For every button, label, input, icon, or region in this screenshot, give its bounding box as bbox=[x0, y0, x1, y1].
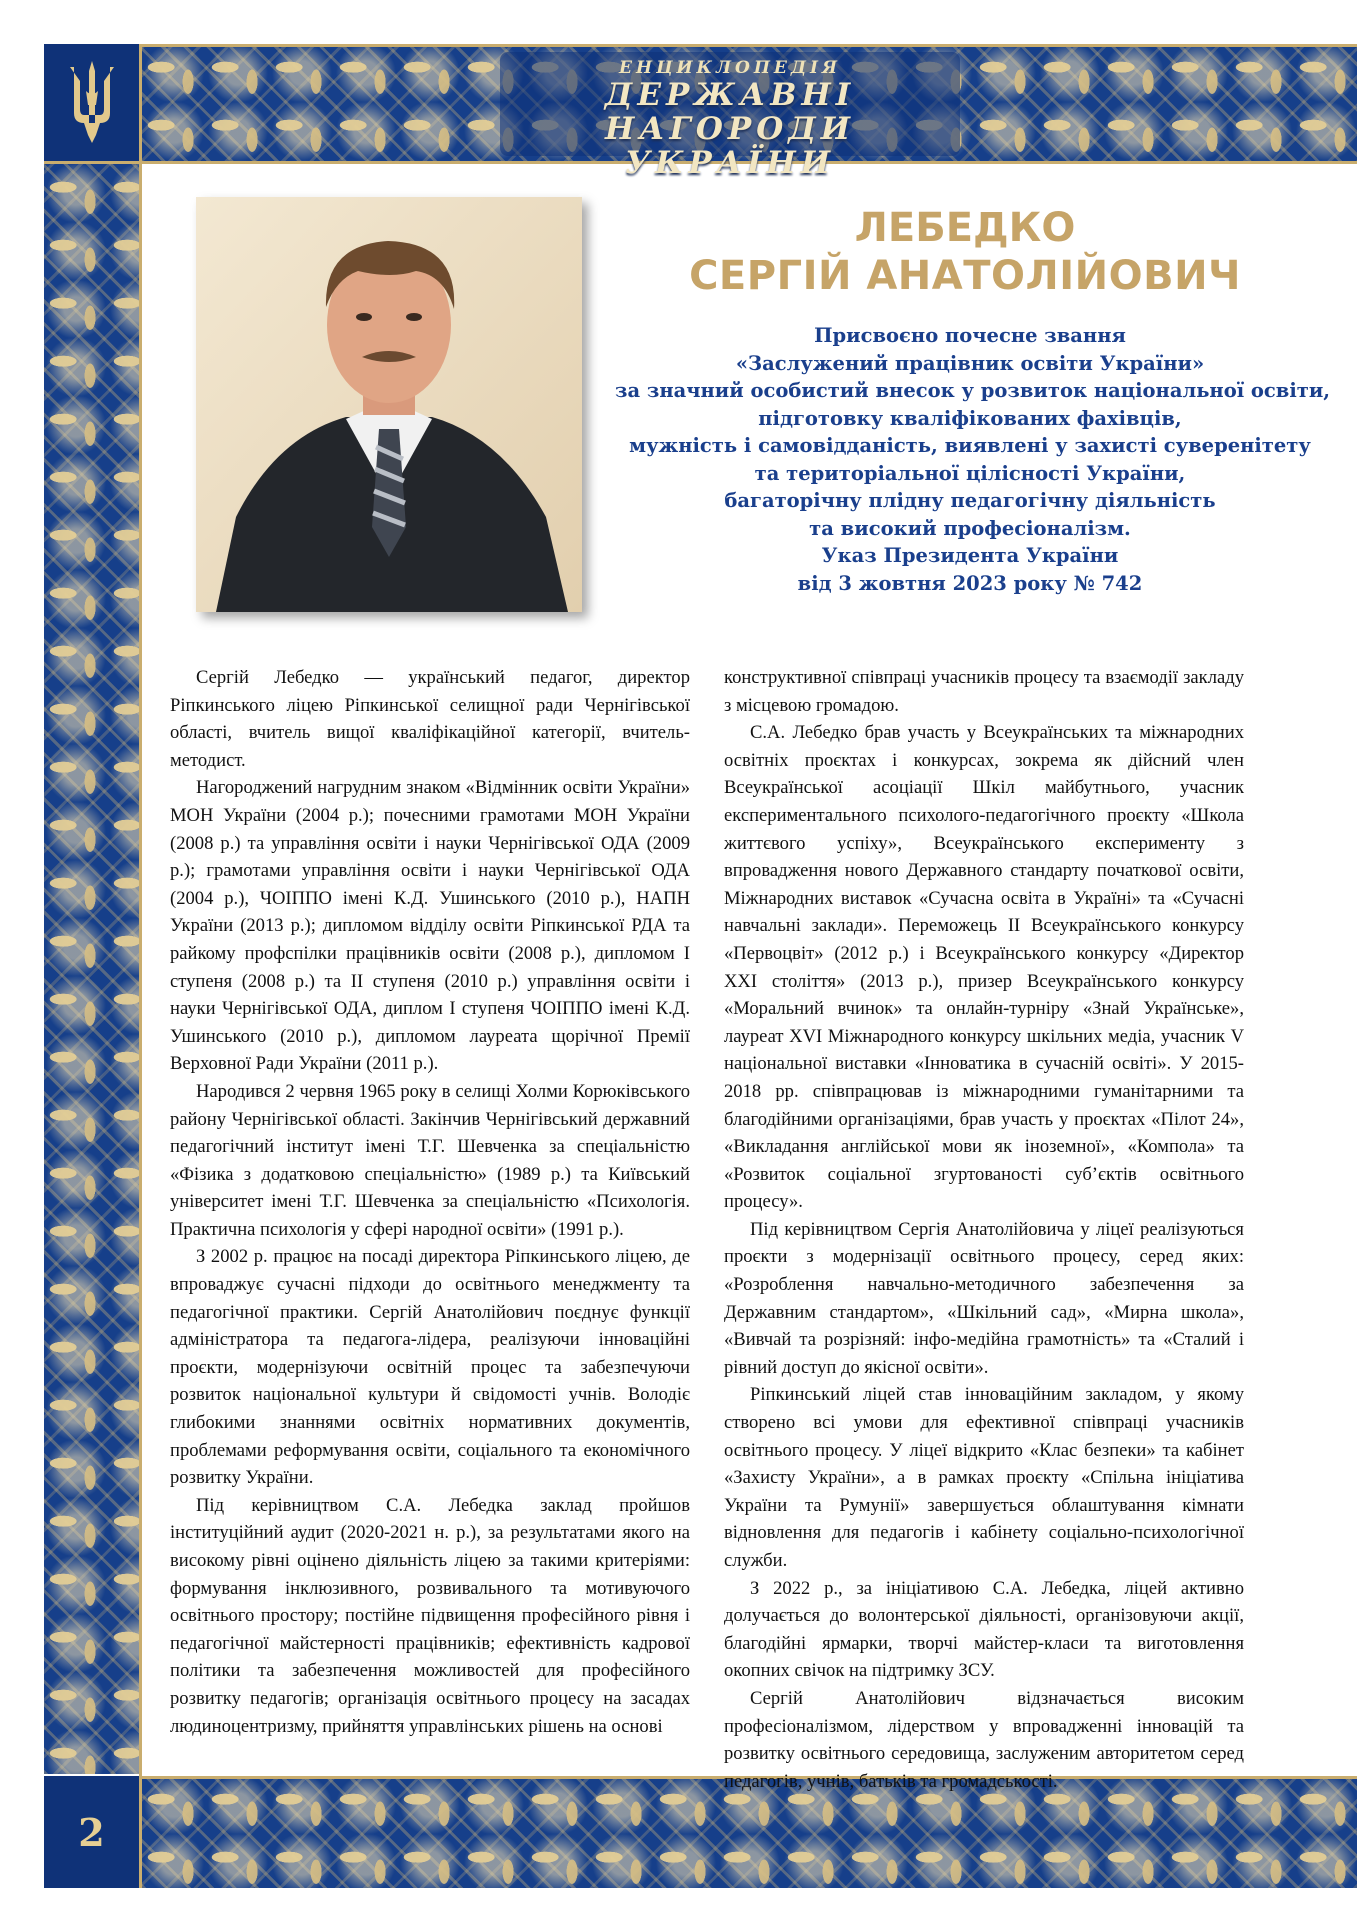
paragraph-continuation: конструктивної співпраці учасників процесу та взаємодії закладу з місцевою громадою. bbox=[724, 667, 1244, 716]
left-ornament-border bbox=[44, 164, 142, 1774]
encyclopedia-header bbox=[500, 52, 960, 181]
award-line: «Заслужений працівник освіти України» bbox=[735, 351, 1205, 375]
person-surname: ЛЕБЕДКО bbox=[854, 205, 1076, 251]
portrait-photo bbox=[196, 197, 582, 612]
paragraph: С.А. Лебедко брав участь у Всеукраїнських та міжнародних освітніх проєктах і конкурсах, зокрема як дійсний член Всеукраїнської асоціації Шкіл майбутнього, учасник експериментального психолого-педагогічного проєкту «Школа життєвого успіху», Всеукраїнського експерименту з впровадження нового Державного стандарту початкової освіти, Міжнародних виставок «Сучасна освіта в Україні» та «Сучасні навчальні заклади». Переможець II Всеукраїнського конкурсу «Первоцвіт» (2012 р.) і Всеукраїнського конкурсу «Директор XXI століття» (2013 р.), призер Всеукраїнського конкурсу «Моральний вчинок» та онлайн-турніру «Знай Українське», лауреат XVI Міжнародного конкурсу шкільних медіа, учасник V національної виставки «Інноватика в сучасній освіті». У 2015-2018 рр. співпрацював із міжнародними гуманітарними та благодійними організаціями, брав участь у проєктах «Пілот 24», «Викладання англійської мови як іноземної», «Компола» та «Розвиток соціальної згуртованості суб’єктів освітнього процесу». bbox=[724, 722, 1244, 1213]
award-line: від 3 жовтня 2023 року № 742 bbox=[797, 571, 1143, 595]
paragraph: Нагороджений нагрудним знаком «Відмінник освіти України» МОН України (2004 р.); почесними грамотами МОН України (2008 р.) та управління освіти і науки Чернігівської ОДА (2009 р.); грамотами управління освіти і науки Чернігівської ОДА (2004 р.), ЧОІППО імені К.Д. Ушинського (2010 р.), НАПН України (2013 р.); дипломом відділу освіти Ріпкинської РДА та райкому профспілки працівників освіти (2008 р.), дипломом I ступеня (2008 р.) та II ступеня (2010 р.) управління освіти і науки Чернігівської ОДА, диплом I ступеня ЧОІППО імені К.Д. Ушинського (2010 р.), дипломом лауреата щорічної Премії Верховної Ради України (2011 р.). bbox=[170, 777, 690, 1075]
frame-divider bbox=[142, 44, 1357, 47]
paragraph: Сергій Лебедко — український педагог, директор Ріпкинського ліцею Ріпкинської селищної ради Чернігівської області, вчитель вищої кваліфікаційної категорії, вчитель-методист. bbox=[170, 667, 690, 771]
header-subtitle: ЕНЦИКЛОПЕДІЯ bbox=[619, 58, 841, 78]
emblem-panel bbox=[44, 44, 142, 164]
award-citation bbox=[615, 322, 1331, 597]
award-line: мужність і самовідданість, виявлені у захисті суверенітету bbox=[629, 434, 1311, 457]
paragraph: Під керівництвом С.А. Лебедка заклад пройшов інституційний аудит (2020-2021 н. р.), за результатами якого на високому рівні оцінено діяльність ліцею за такими критеріями: формування інклюзивного, розвивального та мотивуючого освітнього простору; постійне підвищення професійного рівня і педагогічної майстерності працівників; ефективність кадрової політики та забезпечення можливостей для професійного розвитку педагогів; організація освітнього процесу на засадах людиноцентризму, прийняття управлінських рішень на основі bbox=[170, 1494, 690, 1737]
award-line: та високий професіоналізм. bbox=[809, 516, 1131, 540]
header-title-line1: ДЕРЖАВНІ НАГОРОДИ bbox=[604, 77, 856, 147]
award-line: Указ Президента України bbox=[821, 544, 1119, 567]
header-title-line2: УКРАЇНИ bbox=[625, 145, 835, 181]
right-text-column bbox=[724, 664, 1244, 1795]
award-line: та територіальної цілісності України, bbox=[754, 461, 1186, 485]
award-line: підготовку кваліфікованих фахівців, bbox=[758, 406, 1182, 430]
frame-divider bbox=[139, 164, 142, 1776]
paragraph: Ріпкинський ліцей став інноваційним закладом, у якому створено всі умови для ефективної співпраці учасників освітнього процесу. У ліцеї відкрито «Клас безпеки» та кабінет «Захисту України», а в рамках проєкту «Спільна ініціатива України та Румунії» завершується облаштування кімнати відновлення для педагогів і кабінету соціально-психологічної служби. bbox=[724, 1384, 1244, 1571]
paragraph: З 2022 р., за ініціативою С.А. Лебедка, ліцей активно долучається до волонтерської діяльності, організовуючи акції, благодійні ярмарки, творчі майстер-класи та виготовлення окопних свічок на підтримку ЗСУ. bbox=[724, 1577, 1244, 1682]
trident-coat-of-arms-icon bbox=[62, 57, 122, 149]
person-given-names: СЕРГІЙ АНАТОЛІЙОВИЧ bbox=[689, 253, 1241, 299]
page-number: 2 bbox=[44, 1776, 142, 1888]
paragraph: Сергій Анатолійович відзначається високим професіоналізмом, лідерством у впровадженні інновацій та розвитку освітнього середовища, заслуженим авторитетом серед педагогів, учнів, батьків та громадськості. bbox=[724, 1687, 1244, 1792]
left-text-column bbox=[170, 664, 690, 1740]
paragraph: Народився 2 червня 1965 року в селищі Холми Корюківського району Чернігівської області. Закінчив Чернігівський державний педагогічний інститут імені Т.Г. Шевченка за спеціальністю «Фізика з додатковою спеціальністю» (1989 р.) та Київський університет імені Т.Г. Шевченка за спеціальністю «Психологія. Практична психологія у сфері народної освіти» (1991 р.). bbox=[170, 1080, 690, 1240]
award-line: багаторічну плідну педагогічну діяльність bbox=[724, 489, 1216, 512]
award-line: Присвоєно почесне звання bbox=[814, 324, 1126, 347]
paragraph: Під керівництвом Сергія Анатолійовича у ліцеї реалізуються проєкти з модернізації освітнього процесу, серед яких: «Розроблення навчально-методичного забезпечення за Державним стандартом», «Шкільний сад», «Мирна школа», «Вивчай та розрізняй: інфо-медійна грамотність» та «Сталий і рівний доступ до якісної освіти». bbox=[724, 1218, 1244, 1378]
award-line: за значний особистий внесок у розвиток національної освіти, bbox=[615, 379, 1331, 402]
paragraph: З 2002 р. працює на посаді директора Ріпкинського ліцею, де впроваджує сучасні підходи до освітнього менеджменту та педагогічної практики. Сергій Анатолійович поєднує функції адміністратора та педагога-лідера, реалізуючи інноваційні проєкти, модернізуючи освітній процес та забезпечуючи розвиток національної культури й свідомості учнів. Володіє глибокими знаннями освітніх нормативних документів, проблемами реформування освіти, соціального та економічного розвитку України. bbox=[170, 1246, 690, 1489]
